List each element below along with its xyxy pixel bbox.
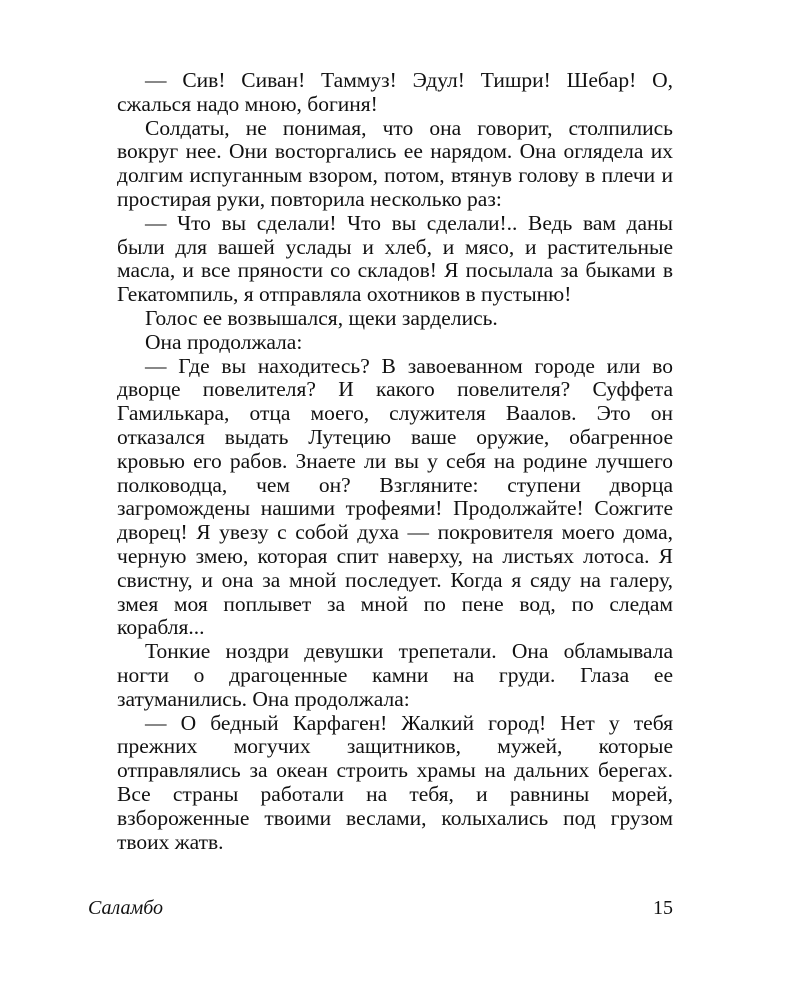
paragraph: Солдаты, не понимая, что она говорит, столпились вокруг нее. Они восторгались ее нарядом. Она оглядела их долгим испуганным взором, потом, втянув голову в плечи и простирая руки, повторила несколько раз: [117,115,673,211]
paragraph: — О бедный Карфаген! Жалкий город! Нет у тебя прежних могучих защитников, мужей, которые отправлялись за океан строить храмы на дальних берегах. Все страны работали на тебя, и равнины морей, взбороженные твоими веслами, колыхались под грузом твоих жатв. [117,710,673,854]
running-title: Саламбо [88,897,163,919]
page-footer [88,897,673,923]
page-body-text [117,69,673,854]
paragraph: Голос ее возвышался, щеки зарделись. [145,305,498,330]
page-number: 15 [653,897,673,919]
paragraph: Она продолжала: [145,329,303,354]
paragraph: Тонкие ноздри девушки трепетали. Она обламывала ногти о драгоценные камни на груди. Глаза ее затуманились. Она продолжала: [117,639,673,711]
paragraph: — Где вы находитесь? В завоеванном городе или во дворце повелителя? И какого повелителя? Суффета Гамилькара, отца моего, служителя Ваалов. Это он отказался выдать Лутецию ваше оружие, обагренное кровью его рабов. Знаете ли вы у себя на родине лучшего полководца, чем он? Взгляните: ступени дворца загромождены нашими трофеями! Продолжайте! Сожгите дворец! Я увезу с собой духа — покровителя моего дома, черную змею, которая спит наверху, на листьях лотоса. Я свистну, и она за мной последует. Когда я сяду на галеру, змея моя поплывет за мной по пене вод, по следам корабля... [117,353,673,640]
paragraph: — Сив! Сиван! Таммуз! Эдул! Тишри! Шебар! О, сжалься надо мною, богиня! [117,68,673,116]
paragraph: — Что вы сделали! Что вы сделали!.. Ведь вам даны были для вашей услады и хлеб, и мясо, и растительные масла, и все пряности со складов! Я посылала за быками в Гекатомпиль, я отправляла охотников в пустыню! [117,210,673,307]
